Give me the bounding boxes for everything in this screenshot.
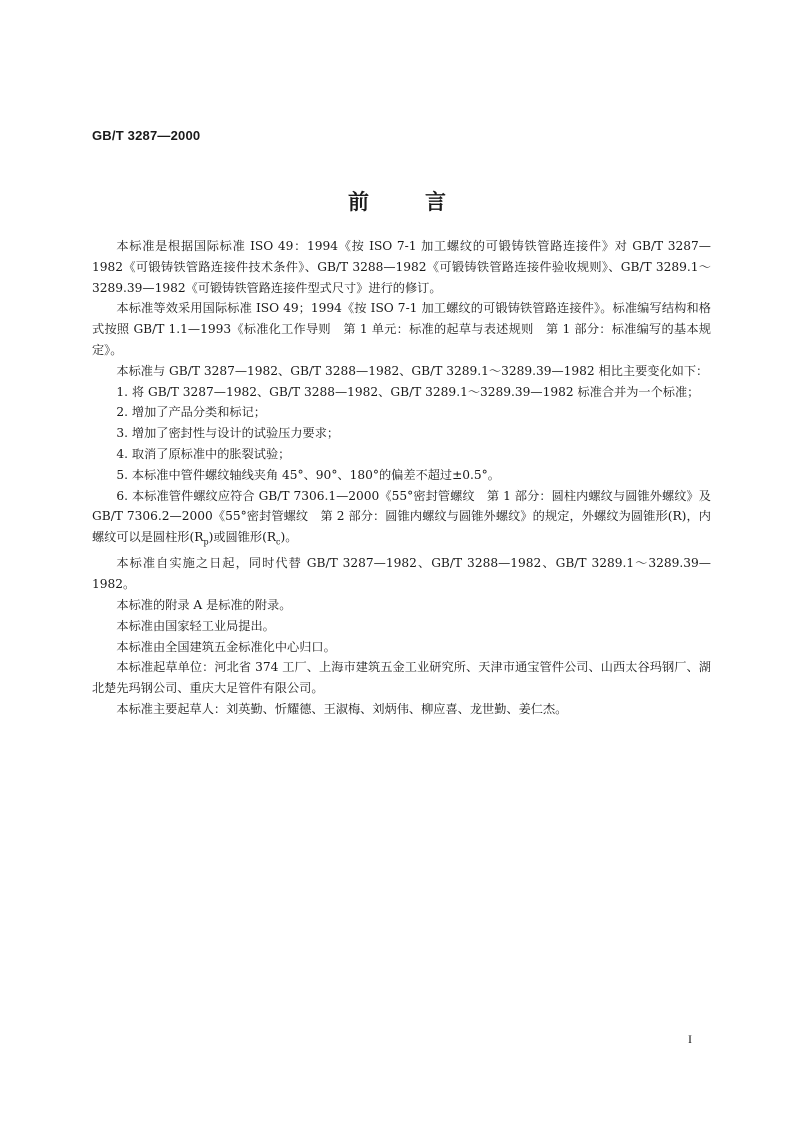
list-item <box>92 486 711 554</box>
paragraph: 本标准的附录 A 是标准的附录。 <box>116 597 292 612</box>
list-item: 4. 取消了原标准中的胀裂试验； <box>116 446 291 461</box>
foreword-body <box>92 236 711 720</box>
paragraph: 本标准起草单位：河北省 374 工厂、上海市建筑五金工业研究所、天津市通宝管件公司、山西太谷玛钢厂、湖北楚先玛钢公司、重庆大足管件有限公司。 <box>92 660 711 696</box>
title-char-1: 前 <box>348 190 369 214</box>
paragraph: 本标准主要起草人：刘英勤、忻耀德、王淑梅、刘炳伟、柳应喜、龙世勤、姜仁杰。 <box>116 701 568 716</box>
list-item: 3. 增加了密封性与设计的试验压力要求； <box>116 426 340 441</box>
list-item: 1. 将 GB/T 3287—1982、GB/T 3288—1982、GB/T 3289.1～3289.39—1982 标准合并为一个标准； <box>116 384 700 399</box>
subscript-p: p <box>203 537 209 547</box>
title-char-2: 言 <box>425 190 446 214</box>
paragraph-text: )。 <box>280 530 298 545</box>
page-title <box>0 186 794 216</box>
paragraph-text: )或圆锥形(R <box>208 530 276 545</box>
paragraph: 本标准自实施之日起，同时代替 GB/T 3287—1982、GB/T 3288—1982、GB/T 3289.1～3289.39—1982。 <box>92 556 711 592</box>
subscript-c: c <box>276 537 281 547</box>
paragraph: 本标准由全国建筑五金标准化中心归口。 <box>116 639 336 654</box>
list-item: 5. 本标准中管件螺纹轴线夹角 45°、90°、180°的偏差不超过±0.5°。 <box>116 467 500 482</box>
paragraph: 本标准与 GB/T 3287—1982、GB/T 3288—1982、GB/T 3289.1～3289.39—1982 相比主要变化如下： <box>116 363 709 378</box>
list-item: 2. 增加了产品分类和标记； <box>116 405 266 420</box>
page-number: I <box>688 1032 692 1046</box>
standard-code: GB/T 3287—2000 <box>92 128 201 143</box>
paragraph-text: 6. 本标准管件螺纹应符合 GB/T 7306.1—2000《55°密封管螺纹 第 1 部分：圆柱内螺纹与圆锥外螺纹》及 GB/T 7306.2—2000《55°密封管螺纹 第 2 部分：圆锥内螺纹与圆锥外螺纹》的规定，外螺纹为圆锥形(R)，内螺纹可以是圆柱形(R <box>92 488 711 545</box>
paragraph: 本标准是根据国际标准 ISO 49：1994《按 ISO 7-1 加工螺纹的可锻铸铁管路连接件》对 GB/T 3287—1982《可锻铸铁管路连接件技术条件》、GB/T 3288—1982《可锻铸铁管路连接件验收规则》、GB/T 3289.1～3289.39—1982《可锻铸铁管路连接件型式尺寸》进行的修订。 <box>92 239 711 295</box>
paragraph: 本标准由国家轻工业局提出。 <box>116 618 275 633</box>
paragraph: 本标准等效采用国际标准 ISO 49；1994《按 ISO 7-1 加工螺纹的可锻铸铁管路连接件》。标准编写结构和格式按照 GB/T 1.1—1993《标准化工作导则 第 1 单元：标准的起草与表述规则 第 1 部分：标准编写的基本规定》。 <box>92 301 711 357</box>
